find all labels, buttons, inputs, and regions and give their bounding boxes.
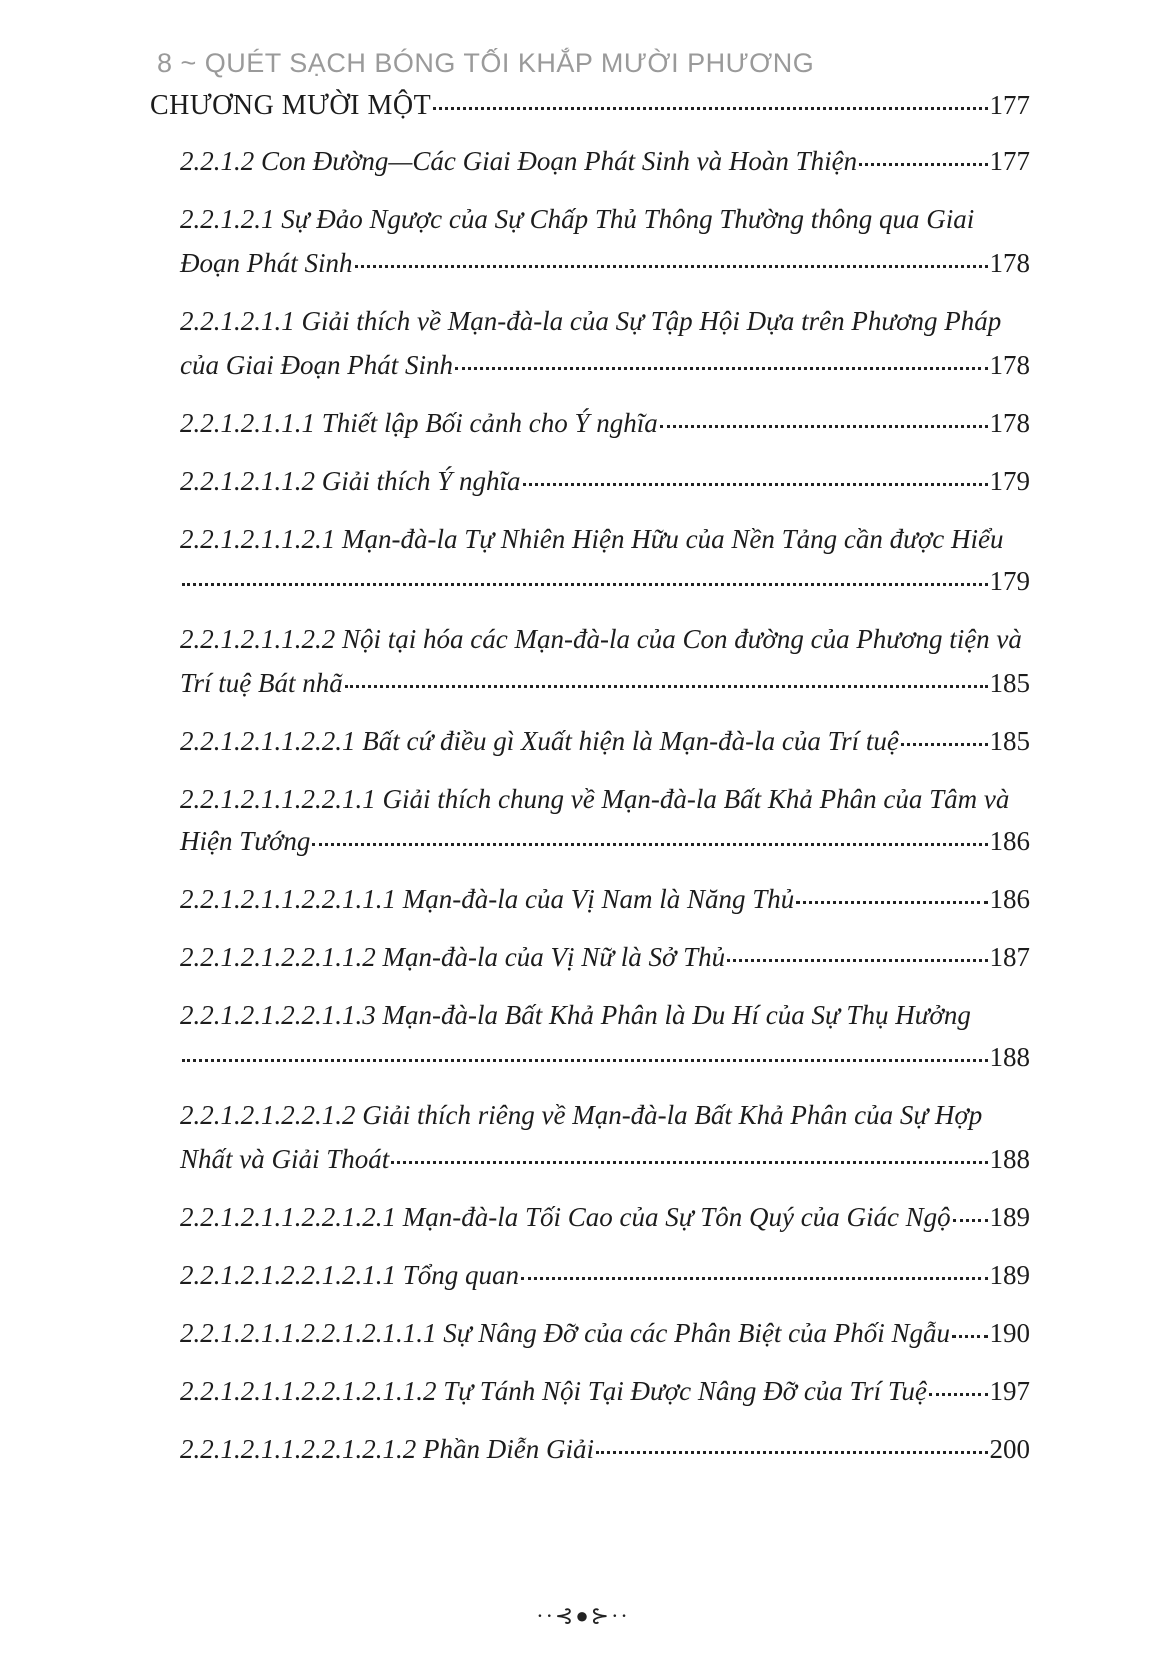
toc-entry-title: Đoạn Phát Sinh [180,248,353,278]
toc-entry-page: 188 [989,1042,1030,1072]
toc-entry-page: 179 [989,566,1030,596]
toc-entry[interactable] [180,350,1030,381]
toc-entry-page: 186 [989,884,1030,914]
toc-entry-title: 2.2.1.2.1.1.1 Thiết lập Bối cảnh cho Ý nghĩa [180,408,658,438]
toc-entry-title: 2.2.1.2.1.1.2.2.1.2.1.2 Phần Diễn Giải [180,1434,594,1464]
toc-entry-page: 178 [989,350,1030,380]
toc-entry[interactable] [180,408,1030,439]
toc-entry-title-line: 2.2.1.2.1 Sự Đảo Ngược của Sự Chấp Thủ Thông Thường thông qua Giai [180,204,975,234]
toc-entry-title-line: 2.2.1.2.1.1 Giải thích về Mạn-đà-la của Sự Tập Hội Dựa trên Phương Pháp [180,306,1002,336]
toc-entry-page: 185 [989,726,1030,756]
dot-leader [660,425,988,428]
toc-entry-title: 2.2.1.2.1.1.2.2.1 Bất cứ điều gì Xuất hiện là Mạn-đà-la của Trí tuệ [180,726,899,756]
toc-entry-title: 2.2.1.2.1.1.2.2.1.1.1 Mạn-đà-la của Vị Nam là Năng Thủ [180,884,795,914]
dot-leader [182,583,988,586]
toc-entry-page: 197 [989,1376,1030,1406]
toc-entry[interactable] [180,942,1030,973]
toc-entry[interactable] [180,466,1030,497]
dot-leader [727,959,987,962]
footer-ornament: ··⊰●⊱·· [536,1603,630,1628]
dot-leader [929,1393,988,1396]
toc-entry-title: 2.2.1.2.1.1.2 Giải thích Ý nghĩa [180,466,521,496]
toc-entry[interactable] [180,566,1030,597]
toc-entry-title-line: 2.2.1.2.1.1.2.1 Mạn-đà-la Tự Nhiên Hiện Hữu của Nền Tảng cần được Hiểu [180,524,1004,554]
toc-entry[interactable] [180,1376,1030,1407]
toc-entry-page: 189 [989,1260,1030,1290]
toc-entry-title-line: 2.2.1.2.1.2.2.1.2 Giải thích riêng về Mạn-đà-la Bất Khả Phân của Sự Hợp [180,1100,983,1130]
toc-entry[interactable] [180,726,1030,757]
dot-leader [901,743,988,746]
toc-entry-title: 2.2.1.2.1.1.2.2.1.2.1.1.1 Sự Nâng Đỡ của các Phân Biệt của Phối Ngẫu [180,1318,951,1348]
dot-leader [355,265,988,268]
toc-entry-title: Trí tuệ Bát nhã [180,668,343,698]
dot-leader [433,107,987,110]
dot-leader [182,1059,988,1062]
toc-entry-page: 185 [989,668,1030,698]
toc-entry[interactable] [180,248,1030,279]
toc-entry-page: 179 [989,466,1030,496]
dot-leader [523,483,988,486]
toc-entry[interactable] [180,1434,1030,1465]
toc-entry-title: 2.2.1.2.1.1.2.2.1.2.1 Mạn-đà-la Tối Cao của Sự Tôn Quý của Giác Ngộ [180,1202,951,1232]
vajra-ornament-icon [0,1603,1166,1629]
dot-leader [952,1335,987,1338]
toc-entry-title: CHƯƠNG MƯỜI MỘT [150,90,432,121]
toc-entry-page: 186 [989,826,1030,856]
toc-entry-page: 189 [989,1202,1030,1232]
toc-entry[interactable] [180,668,1030,699]
toc-entry-title: 2.2.1.2 Con Đường—Các Giai Đoạn Phát Sinh và Hoàn Thiện [180,146,858,176]
toc-entry-page: 178 [989,248,1030,278]
toc-entry-page: 177 [989,90,1030,120]
toc-entry-title: Hiện Tướng [180,826,311,856]
toc-entry[interactable] [180,1144,1030,1175]
toc-entry-page: 190 [989,1318,1030,1348]
toc-entry-page: 177 [989,146,1030,176]
toc-entry-title: Nhất và Giải Thoát [180,1144,390,1174]
dot-leader [391,1161,987,1164]
dot-leader [521,1277,987,1280]
toc-entry[interactable] [180,146,1030,177]
toc-entry-title: 2.2.1.2.1.1.2.2.1.2.1.1.2 Tự Tánh Nội Tại Được Nâng Đỡ của Trí Tuệ [180,1376,927,1406]
toc-entry[interactable] [180,1260,1030,1291]
toc-entry-title-line: 2.2.1.2.1.1.2.2.1.1 Giải thích chung về Mạn-đà-la Bất Khả Phân của Tâm và [180,784,1010,814]
toc-entry-title-line: 2.2.1.2.1.2.2.1.1.3 Mạn-đà-la Bất Khả Phân là Du Hí của Sự Thụ Hưởng [180,1000,971,1030]
dot-leader [953,1219,988,1222]
toc-entry[interactable] [180,1202,1030,1233]
dot-leader [596,1451,988,1454]
toc-entry[interactable] [180,1042,1030,1073]
dot-leader [312,843,987,846]
toc-entry[interactable] [180,1318,1030,1349]
toc-entry-title-line: 2.2.1.2.1.1.2.2 Nội tại hóa các Mạn-đà-la của Con đường của Phương tiện và [180,624,1022,654]
toc-entry-title: 2.2.1.2.1.2.2.1.1.2 Mạn-đà-la của Vị Nữ là Sở Thủ [180,942,726,972]
dot-leader [859,163,987,166]
toc-entry-title: 2.2.1.2.1.2.2.1.2.1.1 Tổng quan [180,1260,520,1290]
dot-leader [796,901,987,904]
toc-entry-page: 178 [989,408,1030,438]
toc-entry-page: 200 [989,1434,1030,1464]
dot-leader [455,367,988,370]
running-header: 8 ~ QUÉT SẠCH BÓNG TỐI KHẮP MƯỜI PHƯƠNG [157,48,815,78]
toc-entry-title: của Giai Đoạn Phát Sinh [180,350,453,380]
toc-entry-page: 187 [989,942,1030,972]
toc-entry[interactable] [180,826,1030,857]
toc-entry[interactable] [180,884,1030,915]
toc-chapter-entry[interactable] [150,90,1030,122]
dot-leader [345,685,988,688]
toc-entry-page: 188 [989,1144,1030,1174]
